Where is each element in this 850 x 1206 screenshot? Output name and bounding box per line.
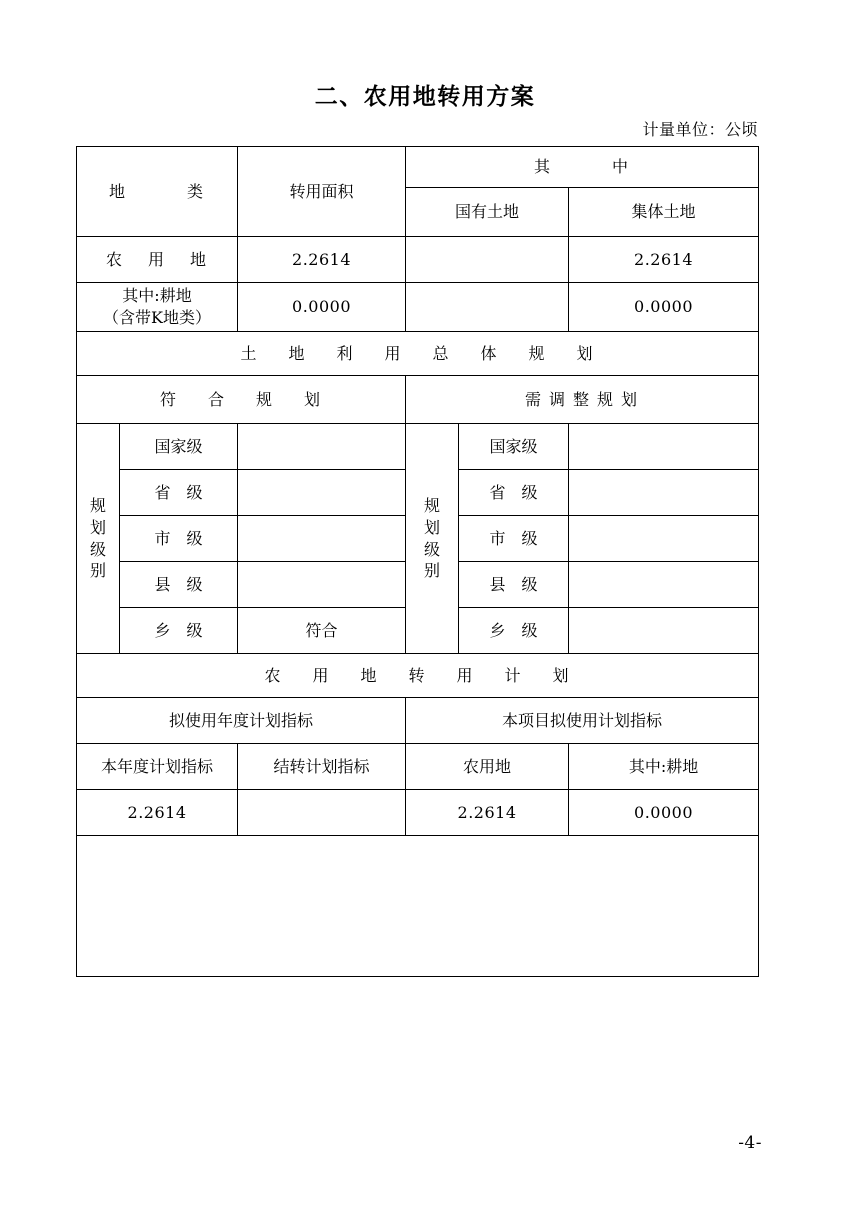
plan-adjust-level-label-char-1: 划: [424, 517, 441, 537]
plan-subsection-header-row: [77, 376, 759, 424]
plan-conform-level-value-township: 符合: [238, 608, 406, 654]
plan-conform-level-label: [77, 424, 120, 654]
quota-value-current-year: 2.2614: [77, 790, 238, 836]
measurement-unit-caption: 计量单位：公顷: [642, 120, 758, 139]
plan-adjust-level-name-national: 国家级: [459, 424, 569, 470]
quota-col-among-which-cultivated: 其中:耕地: [569, 744, 759, 790]
plan-conform-level-name-provincial: 省 级: [120, 470, 238, 516]
header-converted-area: 转用面积: [238, 147, 406, 237]
quota-values-row: [77, 790, 759, 836]
plan-adjust-level-name-municipal: 市 级: [459, 516, 569, 562]
page-number: -4-: [738, 1133, 762, 1153]
section-bar-conversion-plan: 农 用 地 转 用 计 划: [77, 654, 759, 698]
plan-conform-level-label-char-3: 别: [89, 561, 106, 581]
plan-adjust-level-value-county: [569, 562, 759, 608]
cell-cultivated-converted-area: 0.0000: [238, 283, 406, 332]
table-header-row-1: [77, 147, 759, 188]
plan-adjust-level-name-provincial: 省 级: [459, 470, 569, 516]
cell-cultivated-state-owned: [406, 283, 569, 332]
section-bar-overall-plan: 土 地 利 用 总 体 规 划: [77, 332, 759, 376]
plan-conform-level-value-national: [238, 424, 406, 470]
row-label-agricultural-land: 农 用 地: [77, 237, 238, 283]
section-bar-overall-plan-row: [77, 332, 759, 376]
notes-area-row: [77, 836, 759, 977]
row-label-cultivated-land: [77, 283, 238, 332]
quota-column-header-row: [77, 744, 759, 790]
plan-adjust-level-name-county: 县 级: [459, 562, 569, 608]
plan-adjust-level-value-municipal: [569, 516, 759, 562]
plan-conform-level-name-county: 县 级: [120, 562, 238, 608]
cell-cultivated-collective: 0.0000: [569, 283, 759, 332]
table-row-agricultural-land: [77, 237, 759, 283]
plan-conform-level-value-county: [238, 562, 406, 608]
quota-col-agricultural-land: 农用地: [406, 744, 569, 790]
header-state-owned-land: 国有土地: [406, 188, 569, 237]
quota-value-agricultural-land: 2.2614: [406, 790, 569, 836]
plan-conform-level-name-township: 乡 级: [120, 608, 238, 654]
row-label-cultivated-line1: 其中:耕地: [122, 286, 192, 306]
table-row-cultivated-land: [77, 283, 759, 332]
land-conversion-table-wrapper: [76, 146, 758, 977]
quota-value-among-which-cultivated: 0.0000: [569, 790, 759, 836]
plan-conform-level-value-municipal: [238, 516, 406, 562]
quota-col-current-year: 本年度计划指标: [77, 744, 238, 790]
quota-value-carryover: [238, 790, 406, 836]
header-land-type: 地 类: [77, 147, 238, 237]
cell-agricultural-converted-area: 2.2614: [238, 237, 406, 283]
land-conversion-table: [76, 146, 759, 977]
cell-agricultural-collective: 2.2614: [569, 237, 759, 283]
quota-group-annual-title: 拟使用年度计划指标: [77, 698, 406, 744]
plan-conform-level-label-char-2: 级: [89, 539, 106, 559]
plan-adjust-level-label-char-3: 别: [424, 561, 441, 581]
plan-adjust-level-name-township: 乡 级: [459, 608, 569, 654]
header-among-which: 其 中: [406, 147, 759, 188]
quota-group-header-row: [77, 698, 759, 744]
plan-adjust-level-value-national: [569, 424, 759, 470]
header-collective-land: 集体土地: [569, 188, 759, 237]
cell-agricultural-state-owned: [406, 237, 569, 283]
row-label-cultivated-line2: （含带K地类）: [103, 308, 211, 327]
plan-conform-title: 符 合 规 划: [77, 376, 406, 424]
plan-adjust-level-label: [406, 424, 459, 654]
plan-adjust-level-value-provincial: [569, 470, 759, 516]
plan-conform-level-label-char-1: 划: [89, 517, 106, 537]
plan-conform-level-value-provincial: [238, 470, 406, 516]
plan-adjust-title: 需调整规划: [406, 376, 759, 424]
plan-level-row-national: [77, 424, 759, 470]
notes-area: [77, 836, 759, 977]
plan-conform-level-name-municipal: 市 级: [120, 516, 238, 562]
plan-conform-level-label-char-0: 规: [89, 496, 106, 516]
plan-adjust-level-label-char-0: 规: [424, 496, 441, 516]
quota-group-project-title: 本项目拟使用计划指标: [406, 698, 759, 744]
plan-adjust-level-label-char-2: 级: [424, 539, 441, 559]
plan-conform-level-name-national: 国家级: [120, 424, 238, 470]
page-title: 二、农用地转用方案: [314, 84, 536, 110]
section-bar-conversion-plan-row: [77, 654, 759, 698]
quota-col-carryover: 结转计划指标: [238, 744, 406, 790]
plan-adjust-level-value-township: [569, 608, 759, 654]
